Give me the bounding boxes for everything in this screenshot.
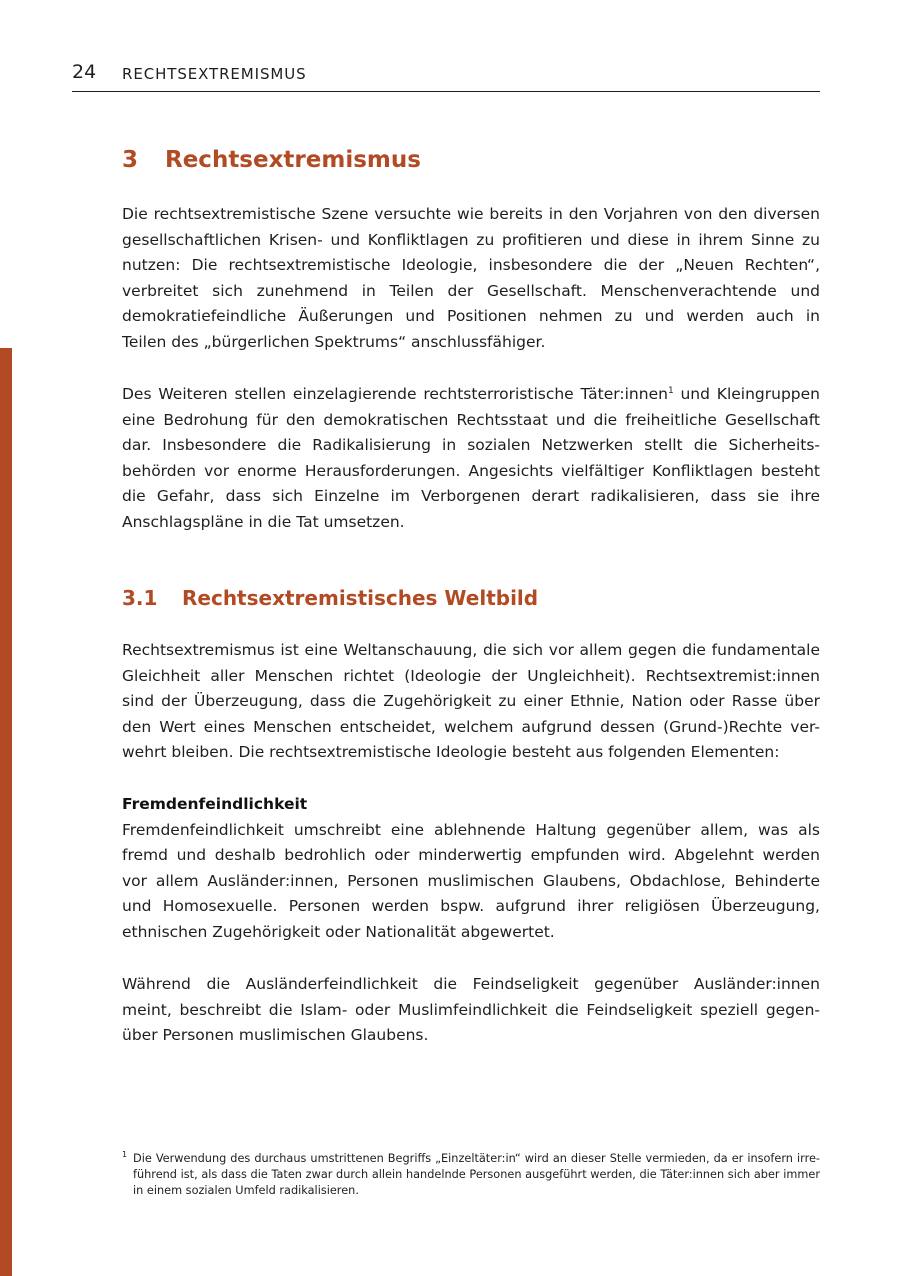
accent-side-bar — [0, 348, 12, 1276]
section-paragraph-1 — [122, 638, 820, 766]
footnote-marker: 1 — [122, 1150, 128, 1159]
text-line: Rechtsextremismus ist eine Weltanschauung, die sich vor allem gegen die fundamentale — [122, 641, 820, 659]
text-line: fremd und deshalb bedrohlich oder minderwertig empfunden wird. Abgelehnt werden — [122, 846, 820, 865]
text-line: wehrt bleiben. Die rechtsextremistische Ideologie besteht aus folgenden Elementen: — [122, 743, 780, 762]
text-line: Anschlagspläne in die Tat umsetzen. — [122, 512, 405, 531]
footnote-text — [133, 1151, 820, 1200]
text-line: und Homosexuelle. Personen werden bspw. aufgrund ihrer religiösen Überzeugung, — [122, 897, 820, 916]
text-line: meint, beschreibt die Islam- oder Muslimfeindlichkeit die Feindseligkeit speziell gegen- — [122, 1000, 820, 1019]
text-line: Fremdenfeindlichkeit umschreibt eine ablehnende Haltung gegenüber allem, was als — [122, 820, 820, 839]
text-line: sind der Überzeugung, dass die Zugehörigkeit zu einer Ethnie, Nation oder Rasse über — [122, 692, 820, 711]
text-line: Gleichheit aller Menschen richtet (Ideologie der Ungleichheit). Rechtsextremist:innen — [122, 666, 820, 685]
subsection-fremdenfeindlichkeit — [122, 792, 820, 946]
intro-paragraph-1 — [122, 202, 820, 356]
running-header — [72, 58, 820, 92]
footnote-line: Die Verwendung des durchaus umstrittenen Begriffs „Einzeltäter:in“ wird an dieser Stelle vermieden, da er insofern irre- — [133, 1152, 820, 1165]
intro-paragraph-2 — [122, 382, 820, 536]
text-line: nutzen: Die rechtsextremistische Ideologie, insbesondere die der „Neuen Rechten“, — [122, 256, 820, 275]
section-number: 3.1 — [122, 586, 158, 610]
text-fragment: und Kleingruppen — [673, 385, 820, 403]
text-line: verbreitet sich zunehmend in Teilen der Gesellschaft. Menschenverachtende und — [122, 281, 820, 300]
text-line: über Personen muslimischen Glaubens. — [122, 1026, 429, 1045]
text-line: Teilen des „bürgerlichen Spektrums“ anschlussfähiger. — [122, 332, 546, 351]
section-title: Rechtsextremistisches Weltbild — [182, 586, 539, 610]
chapter-title: Rechtsextremismus — [165, 147, 421, 173]
text-line: eine Bedrohung für den demokratischen Rechtsstaat und die freiheitliche Gesellschaft — [122, 410, 820, 429]
text-line: die Gefahr, dass sich Einzelne im Verborgenen derart radikalisieren, dass sie ihre — [122, 487, 820, 506]
text-line: Die rechtsextremistische Szene versuchte wie bereits in den Vorjahren von den diversen — [122, 205, 820, 223]
subsection-heading: Fremdenfeindlichkeit — [122, 795, 308, 813]
section-heading — [122, 584, 538, 612]
footnote-reference: 1 — [667, 386, 674, 396]
text-line: vor allem Ausländer:innen, Personen muslimischen Glaubens, Obdachlose, Behinderte — [122, 871, 820, 890]
text-fragment: Des Weiteren stellen einzelagierende rechtsterroristische Täter:innen — [122, 385, 668, 403]
footnote — [122, 1151, 820, 1200]
text-line: ethnischen Zugehörigkeit oder Nationalität abgewertet. — [122, 922, 555, 941]
chapter-number: 3 — [122, 147, 139, 173]
running-title: RECHTSEXTREMISMUS — [122, 65, 307, 83]
text-line: demokratiefeindliche Äußerungen und Positionen nehmen zu und werden auch in — [122, 307, 820, 326]
subsection-paragraph-2 — [122, 972, 820, 1049]
text-line — [122, 382, 820, 408]
text-line: Während die Ausländerfeindlichkeit die Feindseligkeit gegenüber Ausländer:innen — [122, 975, 820, 993]
text-line: den Wert eines Menschen entscheidet, welchem aufgrund dessen (Grund-)Rechte ver- — [122, 717, 820, 736]
footnote-line: in einem sozialen Umfeld radikalisieren. — [133, 1184, 359, 1198]
text-line: gesellschaftlichen Krisen- und Konfliktlagen zu profitieren und diese in ihrem Sinne zu — [122, 230, 820, 249]
page-number: 24 — [72, 61, 97, 83]
text-line: behörden vor enorme Herausforderungen. Angesichts vielfältiger Konfliktlagen besteht — [122, 461, 820, 480]
chapter-heading — [122, 144, 421, 176]
text-line: dar. Insbesondere die Radikalisierung in sozialen Netzwerken stellt die Sicherheits- — [122, 436, 820, 455]
footnote-line: führend ist, als dass die Taten zwar durch allein handelnde Personen ausgeführt werden, die Täter:innen sich aber immer — [133, 1168, 820, 1182]
